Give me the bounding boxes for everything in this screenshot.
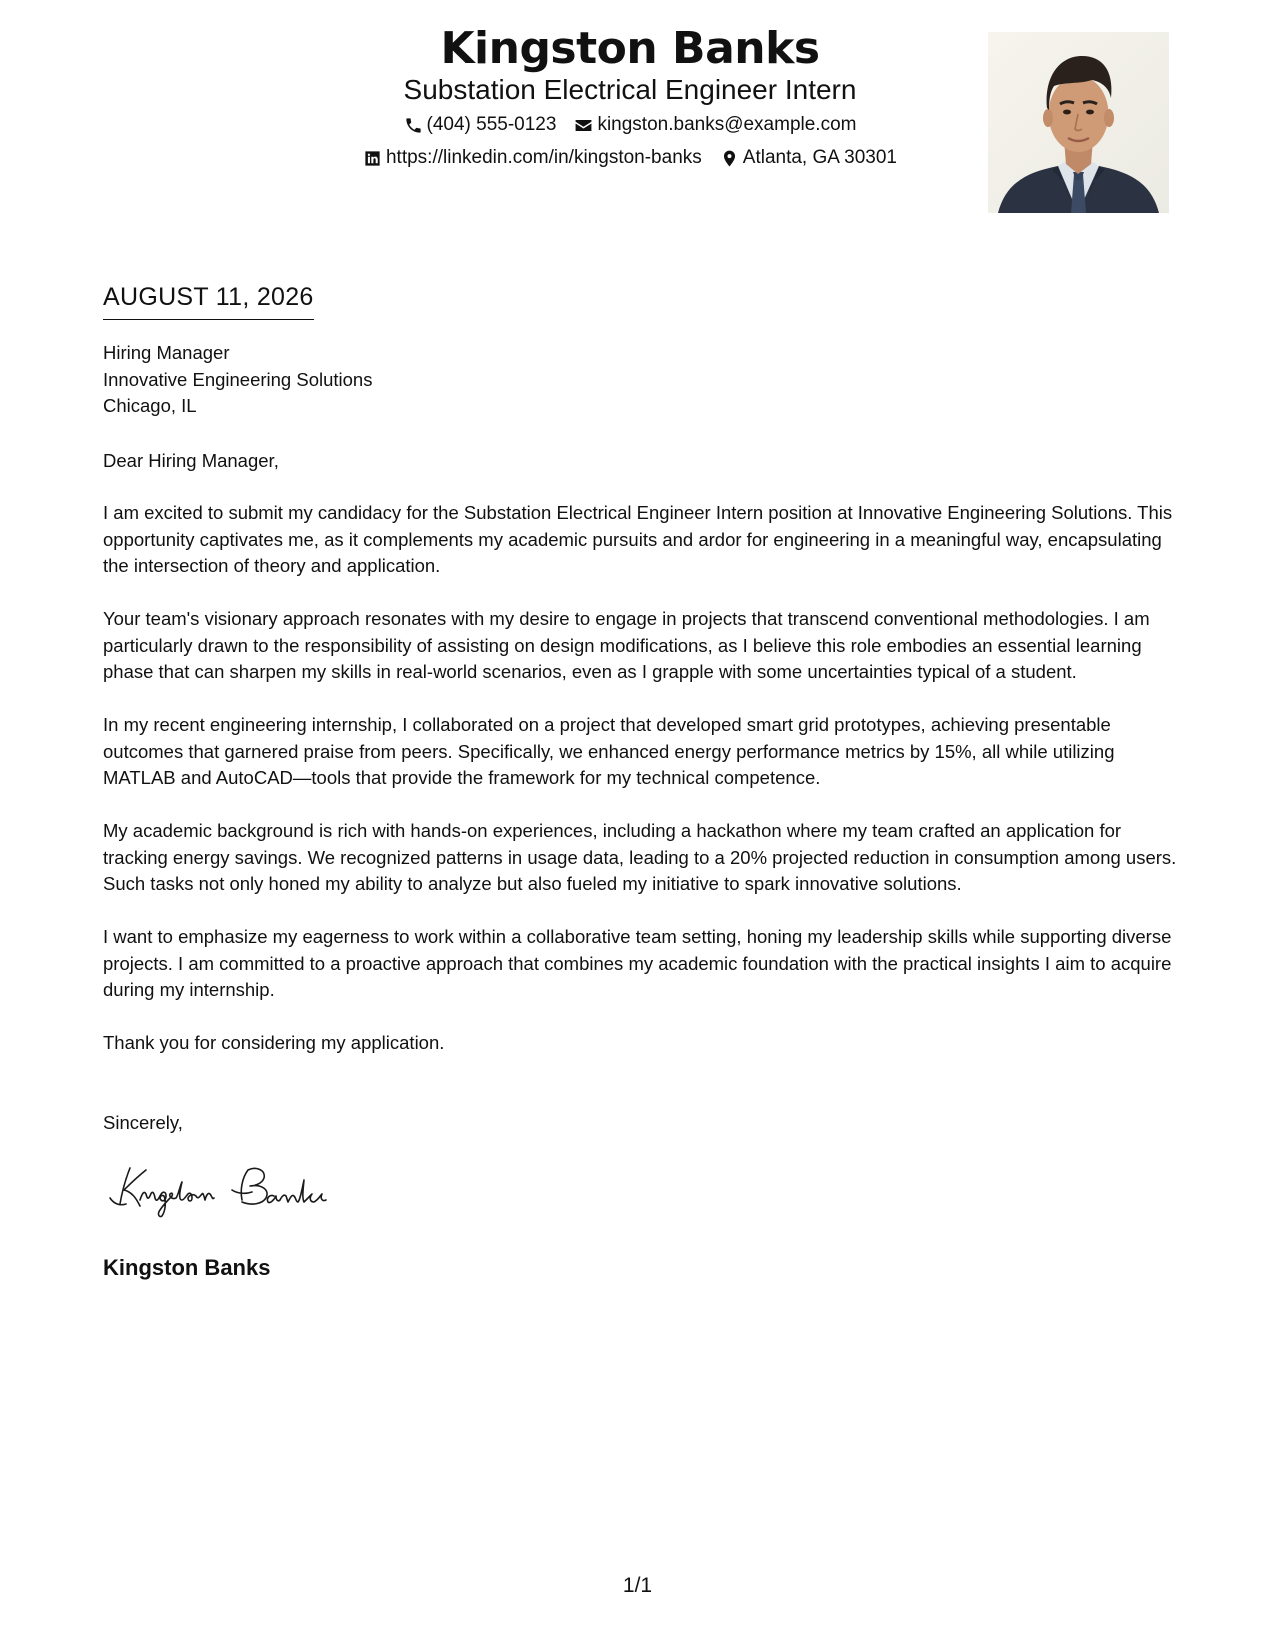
- email-contact[interactable]: [574, 112, 856, 138]
- applicant-photo: [988, 32, 1169, 213]
- body-paragraph: My academic background is rich with hands-on experiences, including a hackathon where my team crafted an application for tracking energy savings. We recognized patterns in usage data, leading to a 20% projected reduction in consumption among users. Such tasks not only honed my ability to analyze but also fueled my initiative to spark innovative solutions.: [103, 820, 1177, 894]
- salutation: Dear Hiring Manager,: [103, 450, 279, 471]
- applicant-title: Substation Electrical Engineer Intern: [403, 74, 857, 105]
- location-text: Atlanta, GA 30301: [742, 147, 897, 168]
- signer-name: Kingston Banks: [103, 1255, 271, 1280]
- letter-body: [103, 500, 1183, 1083]
- handwritten-signature: [106, 1160, 366, 1220]
- linkedin-contact[interactable]: [363, 145, 702, 171]
- recipient-location: Chicago, IL: [103, 395, 197, 416]
- recipient-block: [103, 340, 372, 420]
- recipient-company: Innovative Engineering Solutions: [103, 368, 373, 390]
- phone-number: (404) 555-0123: [426, 114, 557, 135]
- recipient-name: Hiring Manager: [103, 342, 230, 363]
- body-paragraph: In my recent engineering internship, I collaborated on a project that developed smart grid prototypes, achieving presentable outcomes that garnered praise from peers. Specifically, we enhanced energy performance metrics by 15%, all while utilizing MATLAB and AutoCAD—tools that provide the framework for my technical competence.: [103, 714, 1115, 788]
- body-paragraph: Thank you for considering my application.: [103, 1032, 445, 1053]
- phone-contact: [404, 112, 557, 138]
- body-paragraph: Your team's visionary approach resonates with my desire to engage in projects that transcend conventional methodologies. I am particularly drawn to the responsibility of assisting on design modifications, as I believe this role embodies an essential learning phase that can sharpen my skills in real-world scenarios, even as I grapple with some uncertainties typical of a student.: [103, 608, 1150, 682]
- linkedin-url[interactable]: https://linkedin.com/in/kingston-banks: [385, 147, 702, 168]
- body-paragraph: I am excited to submit my candidacy for the Substation Electrical Engineer Intern position at Innovative Engineering Solutions. This opportunity captivates me, as it complements my academic pursuits and ardor for engineering in a meaningful way, encapsulating the intersection of theory and application.: [103, 502, 1173, 576]
- linkedin-icon: [363, 149, 382, 168]
- applicant-name: Kingston Banks: [440, 23, 820, 74]
- closing: Sincerely,: [103, 1112, 183, 1133]
- phone-icon: [404, 116, 423, 135]
- envelope-icon: [574, 116, 593, 135]
- body-paragraph: I want to emphasize my eagerness to work within a collaborative team setting, honing my leadership skills while supporting diverse projects. I am committed to a proactive approach that combines my academic foundation with the practical insights I aim to acquire during my internship.: [103, 926, 1172, 1000]
- location-contact: [720, 145, 897, 171]
- map-pin-icon: [720, 149, 739, 168]
- page-number: 1/1: [622, 1574, 653, 1597]
- letter-date: AUGUST 11, 2026: [103, 281, 314, 320]
- email-address[interactable]: kingston.banks@example.com: [597, 114, 857, 135]
